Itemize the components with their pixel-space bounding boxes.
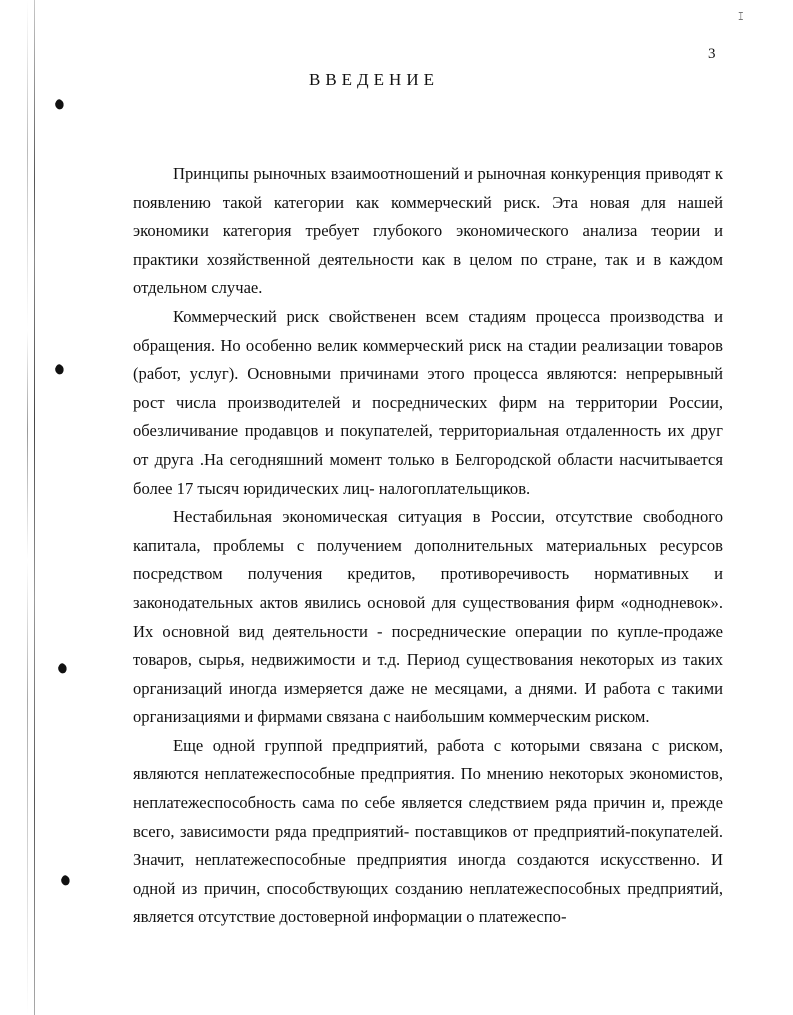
body-text: [133, 160, 723, 932]
punch-hole-mark: [56, 662, 69, 675]
page-number: 3: [708, 46, 716, 62]
punch-hole-mark: [59, 874, 72, 887]
punch-hole-mark: [53, 98, 66, 111]
paragraph: Принципы рыночных взаимоотношений и рыночная конкуренция приводят к появлению такой категории как коммерческий риск. Эта новая для нашей экономики категория требует глубокого экономического анализа теории и практики хозяйственной деятельности как в целом по стране, так и в каждом отдельном случае.: [133, 164, 723, 298]
scan-corner-mark: ꕯ: [738, 10, 744, 23]
binding-edge-shadow: [27, 0, 28, 1015]
paragraph: Нестабильная экономическая ситуация в России, отсутствие свободного капитала, проблемы с получением дополнительных материальных ресурсов посредством получения кредитов, противоречивость нормативных и законодательных актов явились основой для существования фирм «однодневок». Их основной вид деятельности - посреднические операции по купле-продаже товаров, сырья, недвижимости и т.д. Период существования некоторых из таких организаций иногда измеряется даже не месяцами, а днями. И работа с такими организациями и фирмами связана с наибольшим коммерческим риском.: [133, 507, 723, 727]
punch-hole-mark: [53, 363, 66, 376]
section-heading: ВВЕДЕНИЕ: [309, 70, 439, 89]
paragraph: Еще одной группой предприятий, работа с которыми связана с риском, являются неплатежеспособные предприятия. По мнению некоторых экономистов, неплатежеспособность сама по себе является следствием ряда причин и, прежде всего, зависимости ряда предприятий- поставщиков от предприятий-покупателей. Значит, неплатежеспособные предприятия иногда создаются искусственно. И одной из причин, способствующих созданию неплатежеспособных предприятий, является отсутствие достоверной информации о платежеспо-: [133, 735, 723, 927]
paragraph: Коммерческий риск свойственен всем стадиям процесса производства и обращения. Но особенно велик коммерческий риск на стадии реализации товаров (работ, услуг). Основными причинами этого процесса являются: непрерывный рост числа производителей и посреднических фирм на территории России, обезличивание продавцов и покупателей, территориальная отдаленность их друг от друга .На сегодняшний момент только в Белгородской области насчитывается более 17 тысяч юридических лиц- налогоплательщиков.: [133, 306, 723, 498]
binding-edge: [34, 0, 35, 1015]
